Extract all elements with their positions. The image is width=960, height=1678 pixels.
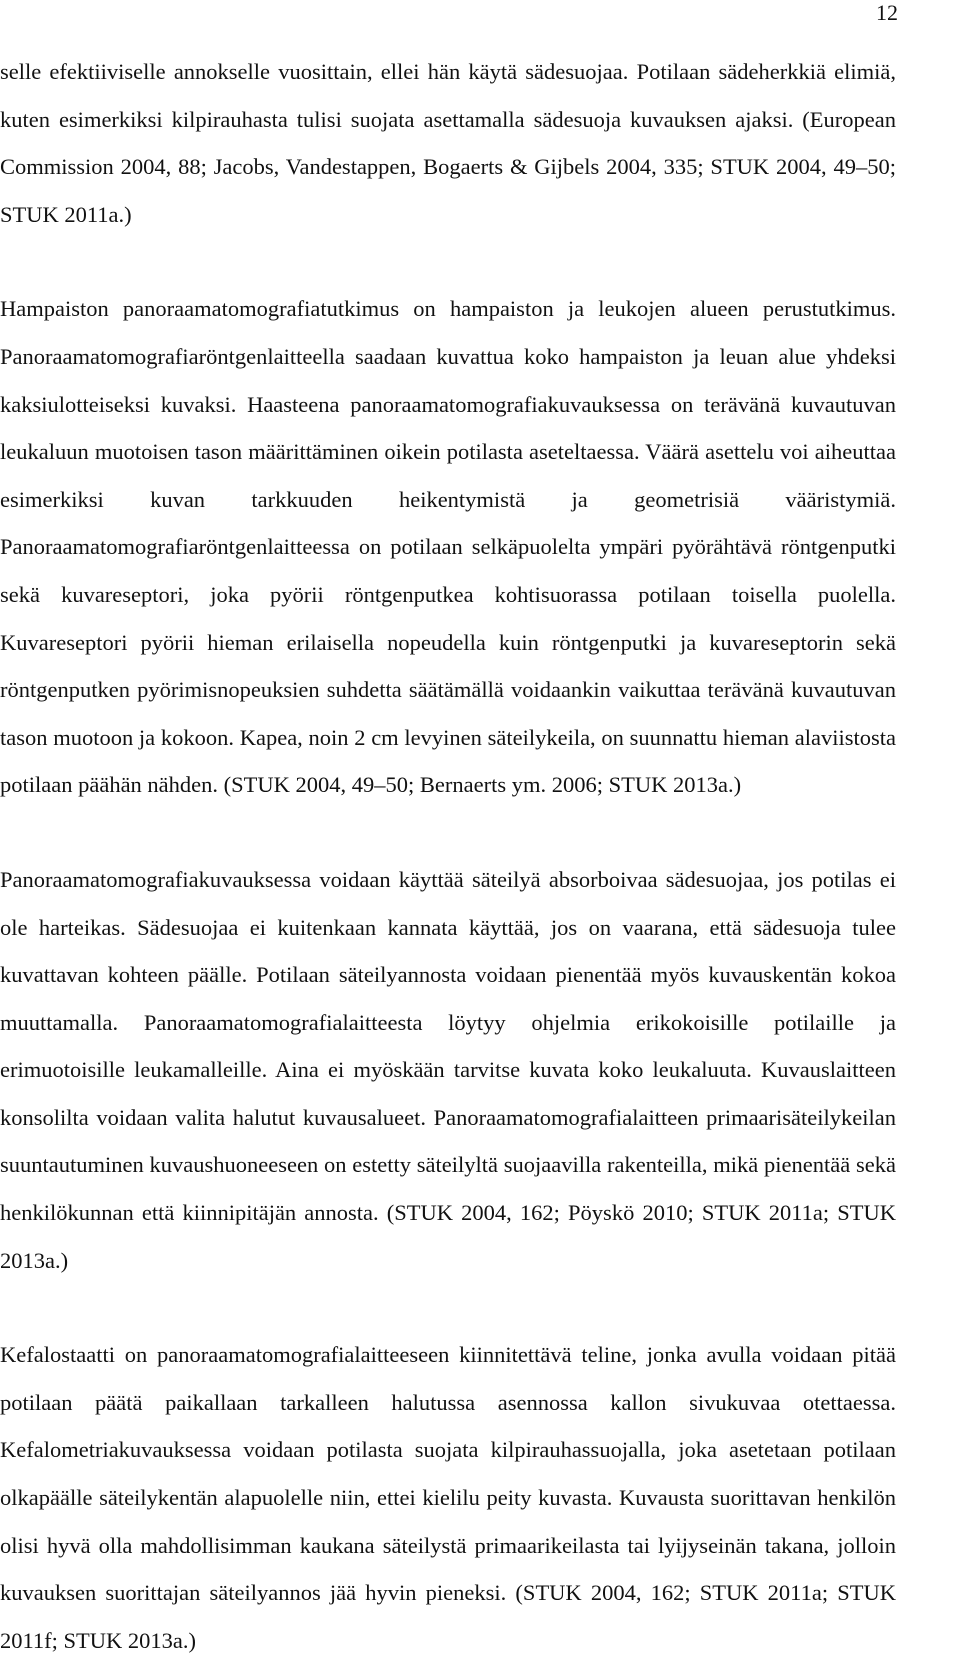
paragraph-panoramic-tomography: Hampaiston panoraamatomografiatutkimus on hampaiston ja leukojen alueen perustutkimus. Panoraamatomografiaröntgenlaitteella saadaan kuvattua koko hampaiston ja leuan alue yhdeksi kaksiulotteiseksi kuvaksi. Haasteena panoraamatomografiakuvauksessa on terävänä kuvautuvan leukaluun muotoisen tason määrittäminen oikein potilasta aseteltaessa. Väärä asettelu voi aiheuttaa esimerkiksi kuvan tarkkuuden heikentymistä ja geometrisiä vääristymiä. Panoraamatomografiaröntgenlaitteessa on potilaan selkäpuolelta ympäri pyörähtävä röntgenputki sekä kuvareseptori, joka pyörii röntgenputkea kohtisuorassa potilaan toisella puolella. Kuvareseptori pyörii hieman erilaisella nopeudella kuin röntgenputki ja kuvareseptorin sekä röntgenputken pyörimisnopeuksien suhdetta säätämällä voidaankin vaikuttaa terävänä kuvautuvan tason muotoon ja kokoon. Kapea, noin 2 cm levyinen säteilykeila, on suunnattu hieman alaviistosta potilaan päähän nähden. (STUK 2004, 49–50; Bernaerts ym. 2006; STUK 2013a.) [0, 296, 896, 798]
paragraph-cephalostat: Kefalostaatti on panoraamatomografialaitteeseen kiinnitettävä teline, jonka avulla voidaan pitää potilaan päätä paikallaan tarkalleen halutussa asennossa kallon sivukuvaa otettaessa. Kefalometriakuvauksessa voidaan potilasta suojata kilpirauhassuojalla, joka asetetaan potilaan olkapäälle säteilykentän alapuolelle niin, ettei kielilu peity kuvasta. Kuvausta suorittavan henkilön olisi hyvä olla mahdollisimman kaukana säteilystä primaarikeilasta tai lyijyseinän takana, jolloin kuvauksen suorittajan säteilyannos jää hyvin pieneksi. (STUK 2004, 162; STUK 2011a; STUK 2011f; STUK 2013a.) [0, 1342, 896, 1653]
paragraph-radiation-shield: selle efektiiviselle annokselle vuosittain, ellei hän käytä sädesuojaa. Potilaan sädeherkkiä elimiä, kuten esimerkiksi kilpirauhasta tulisi suojata asettamalla sädesuoja kuvauksen ajaksi. (European Commission 2004, 88; Jacobs, Vandestappen, Bogaerts & Gijbels 2004, 335; STUK 2004, 49–50; STUK 2011a.) [0, 59, 896, 227]
paragraph-panoramic-shielding: Panoraamatomografiakuvauksessa voidaan käyttää säteilyä absorboivaa sädesuojaa, jos potilas ei ole harteikas. Sädesuojaa ei kuitenkaan kannata käyttää, jos on vaarana, että sädesuoja tulee kuvattavan kohteen päälle. Potilaan säteilyannosta voidaan pienentää myös kuvauskentän kokoa muuttamalla. Panoraamatomografialaitteesta löytyy ohjelmia erikokoisille potilaille ja erimuotoisille leukamalleille. Aina ei myöskään tarvitse kuvata koko leukaluuta. Kuvauslaitteen konsolilta voidaan valita halutut kuvausalueet. Panoraamatomografialaitteen primaarisäteilykeilan suuntautuminen kuvaushuoneeseen on estetty säteilyltä suojaavilla rakenteilla, mikä pienentää sekä henkilökunnan että kiinnipitäjän annosta. (STUK 2004, 162; Pöyskö 2010; STUK 2011a; STUK 2013a.) [0, 866, 896, 1273]
page-number: 12 [876, 0, 898, 25]
document-body [0, 48, 896, 1664]
